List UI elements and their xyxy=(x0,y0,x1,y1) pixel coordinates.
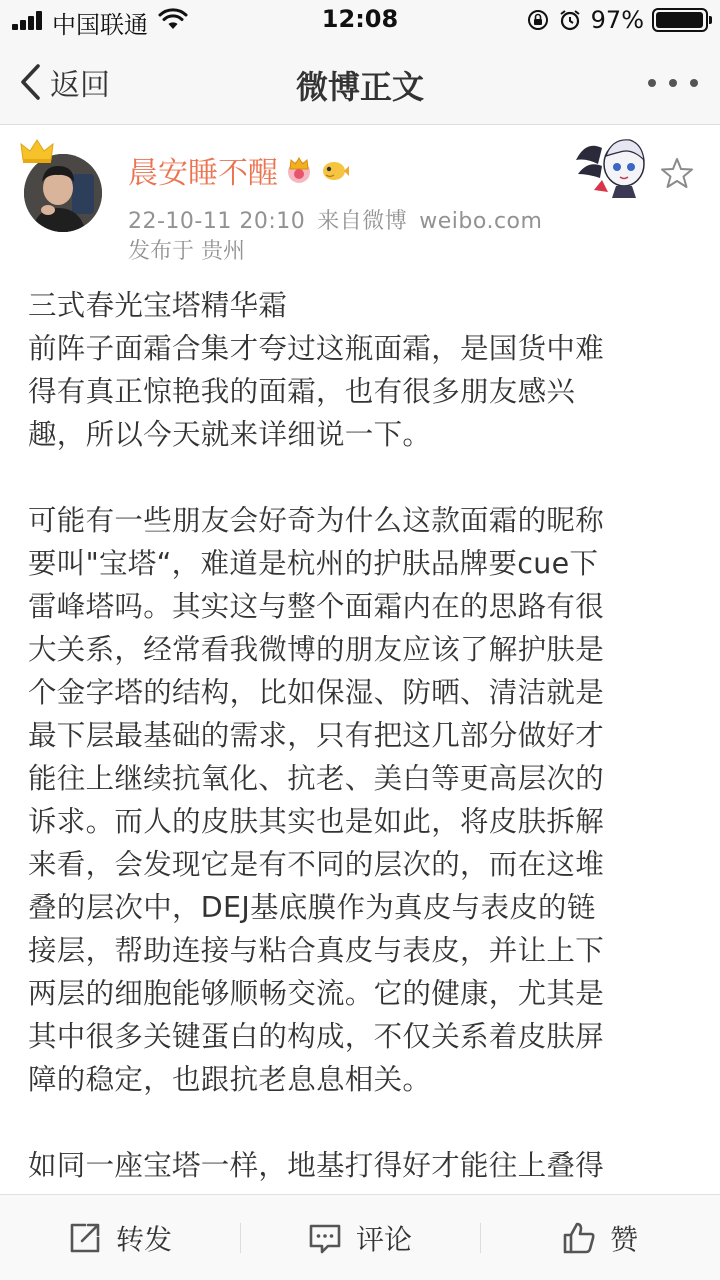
like-label: 赞 xyxy=(609,1223,638,1256)
post-text-line: 叠的层次中，DEJ基底膜作为真皮与表皮的链 xyxy=(28,891,596,924)
post-text-line: 障的稳定，也跟抗老息息相关。 xyxy=(28,1063,432,1096)
post-text-line: 前阵子面霜合集才夸过这瓶面霜，是国货中难 xyxy=(28,332,605,365)
page-title: 微博正文 xyxy=(295,68,424,106)
post-text-line: 三式春光宝塔精华霜 xyxy=(28,289,288,322)
comment-button[interactable] xyxy=(240,1195,480,1280)
post-text-line: 来看，会发现它是有不同的层次的，而在这堆 xyxy=(28,848,605,881)
back-label: 返回 xyxy=(50,68,110,103)
post-text-line: 如同一座宝塔一样，地基打得好才能往上叠得 xyxy=(28,1149,605,1182)
battery-percent: 97% xyxy=(590,6,644,34)
post-text-line: 可能有一些朋友会好奇为什么这款面霜的昵称 xyxy=(28,504,605,537)
carrier-name: 中国联通 xyxy=(52,11,148,39)
comment-label: 评论 xyxy=(355,1223,412,1256)
post-text-line: 诉求。而人的皮肤其实也是如此，将皮肤拆解 xyxy=(28,805,605,838)
post-text-line: 两层的细胞能够顺畅交流。它的健康，尤其是 xyxy=(28,977,605,1010)
avatar[interactable] xyxy=(24,154,102,232)
post-source-domain[interactable]: weibo.com xyxy=(419,209,543,234)
repost-button[interactable] xyxy=(0,1195,240,1280)
nav-bar xyxy=(0,40,720,125)
battery-level-fill xyxy=(656,12,703,28)
more-options-button[interactable] xyxy=(648,76,698,90)
post-text-line: 个金字塔的结构，比如保湿、防晒、清洁就是 xyxy=(28,676,605,709)
status-time: 12:08 xyxy=(321,5,399,33)
post-body xyxy=(28,284,692,1187)
anime-character-decoration xyxy=(572,130,664,200)
avatar-photo xyxy=(24,154,102,232)
post-text-line: 最下层最基础的需求，只有把这几部分做好才 xyxy=(28,719,605,752)
alarm-icon xyxy=(559,9,581,31)
thumbs-up-icon xyxy=(562,1221,596,1255)
post-text-line: 大关系，经常看我微博的朋友应该了解护肤是 xyxy=(28,633,605,666)
post-text-line: 接层，帮助连接与粘合真皮与表皮，并让上下 xyxy=(28,934,605,967)
post-text-line: 雷峰塔吗。其实这与整个面霜内在的思路有很 xyxy=(28,590,605,623)
post-source: 来自微博 xyxy=(317,209,408,234)
favorite-star-icon[interactable] xyxy=(660,156,694,190)
post-text-line: 趣，所以今天就来详细说一下。 xyxy=(28,418,432,451)
status-bar xyxy=(0,0,720,40)
vip-crown-badge-icon xyxy=(284,155,314,185)
post-timestamp: 22-10-11 20:10 xyxy=(128,209,306,234)
username-link[interactable]: 晨安睡不醒 xyxy=(128,156,278,191)
crown-icon xyxy=(20,138,54,164)
repost-label: 转发 xyxy=(115,1223,172,1256)
avatar-container[interactable] xyxy=(24,154,102,232)
post-text-line: 能往上继续抗氧化、抗老、美白等更高层次的 xyxy=(28,762,605,795)
post-text-line: 得有真正惊艳我的面霜，也有很多朋友感兴 xyxy=(28,375,576,408)
post-location: 发布于 贵州 xyxy=(128,239,245,264)
post-paragraph-break xyxy=(28,1101,692,1144)
post-meta xyxy=(128,204,542,235)
pufferfish-badge-icon xyxy=(320,155,350,185)
more-dot-icon xyxy=(648,79,656,87)
more-dot-icon xyxy=(669,79,677,87)
post-text-line: 要叫"宝塔“，难道是杭州的护肤品牌要cue下 xyxy=(28,547,599,580)
like-button[interactable] xyxy=(480,1195,720,1280)
post-header xyxy=(0,126,720,276)
repost-icon xyxy=(68,1221,102,1255)
post-text-line: 其中很多关键蛋白的构成，不仅关系着皮肤屏 xyxy=(28,1020,605,1053)
post-paragraph-break xyxy=(28,456,692,499)
more-dot-icon xyxy=(690,79,698,87)
comment-icon xyxy=(308,1221,342,1255)
bottom-toolbar xyxy=(0,1194,720,1280)
rotation-lock-icon xyxy=(527,9,549,31)
battery-icon xyxy=(652,8,708,32)
